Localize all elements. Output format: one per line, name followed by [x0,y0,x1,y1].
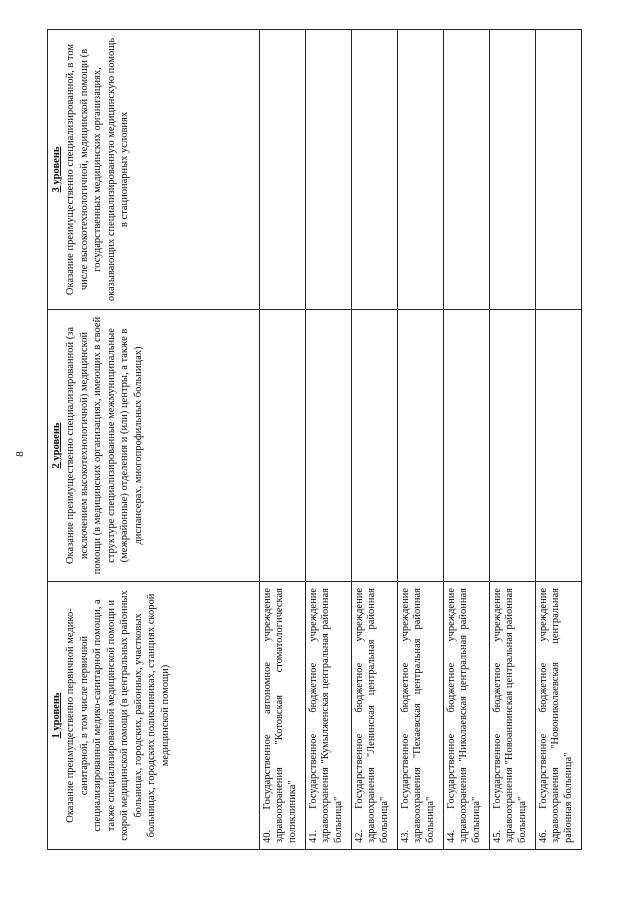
table-row [536,30,582,850]
empty-cell [260,30,306,310]
empty-cell [490,30,536,310]
institution-cell: 44. Государственное бюджетное учреждение здравоохранения "Николаевская центральная районная больница" [444,582,490,850]
empty-cell [536,30,582,310]
table-row [398,30,444,850]
level-3-description: Оказание преимущественно специализированной, в том числе высокотехнологичной, медицинской помощи (в государственных медицинских организациях, оказывающих специализированную медицинскую помощь в стационарных условиях [65,37,131,302]
empty-cell [444,30,490,310]
table-row [260,30,306,850]
care-levels-table [47,29,582,850]
level-1-description: Оказание преимущественно первичной медико-санитарной, в том числе первичной специализированной медико-санитарной помощи, а также специализированной медицинской помощи и скорой медицинской помощи (в центральных районных больницах, городских, районных, участковых больницах, городских поликлиниках, станциях скорой медицинской помощи) [65,590,171,841]
level-1-title: 1 уровень [51,692,62,739]
institution-cell: 41. Государственное бюджетное учреждение здравоохранения "Кумылженская центральная районная больница" [306,582,352,850]
level-2-description: Оказание преимущественно специализированной (за исключением высокотехнологичной) медицинской помощи (в медицинских организациях, имеющих в своей структуре специализированные межмуниципальные (межрайонные) отделения и (или) центры, а также в диспансерах, многопрофильных больницах) [65,316,144,575]
header-row [48,30,260,850]
empty-cell [352,30,398,310]
institution-cell: 42. Государственное бюджетное учреждение здравоохранения "Ленинская центральная районная больница" [352,582,398,850]
page-number: 8 [14,451,26,457]
empty-cell [352,310,398,582]
empty-cell [306,30,352,310]
table-row [352,30,398,850]
level-2-title: 2 уровень [51,422,62,469]
empty-cell [398,310,444,582]
level-1-header [48,582,260,850]
level-2-header [48,310,260,582]
table-row [444,30,490,850]
empty-cell [536,310,582,582]
rotated-table-container [47,30,582,850]
empty-cell [260,310,306,582]
institution-cell: 46. Государственное бюджетное учреждение здравоохранения "Новониколаевская центральная районная больница" [536,582,582,850]
empty-cell [306,310,352,582]
empty-cell [398,30,444,310]
level-3-title: 3 уровень [51,146,62,193]
institution-cell: 43. Государственное бюджетное учреждение здравоохранения "Пехаевская центральная районная больница" [398,582,444,850]
table-row [490,30,536,850]
table-row [306,30,352,850]
level-3-header [48,30,260,310]
empty-cell [490,310,536,582]
institution-cell: 40. Государственное автономное учреждение здравоохранения "Котовская стоматологическая поликлиника" [260,582,306,850]
institution-cell: 45. Государственное бюджетное учреждение здравоохранения "Новоаннинская центральная районная больница" [490,582,536,850]
empty-cell [444,310,490,582]
